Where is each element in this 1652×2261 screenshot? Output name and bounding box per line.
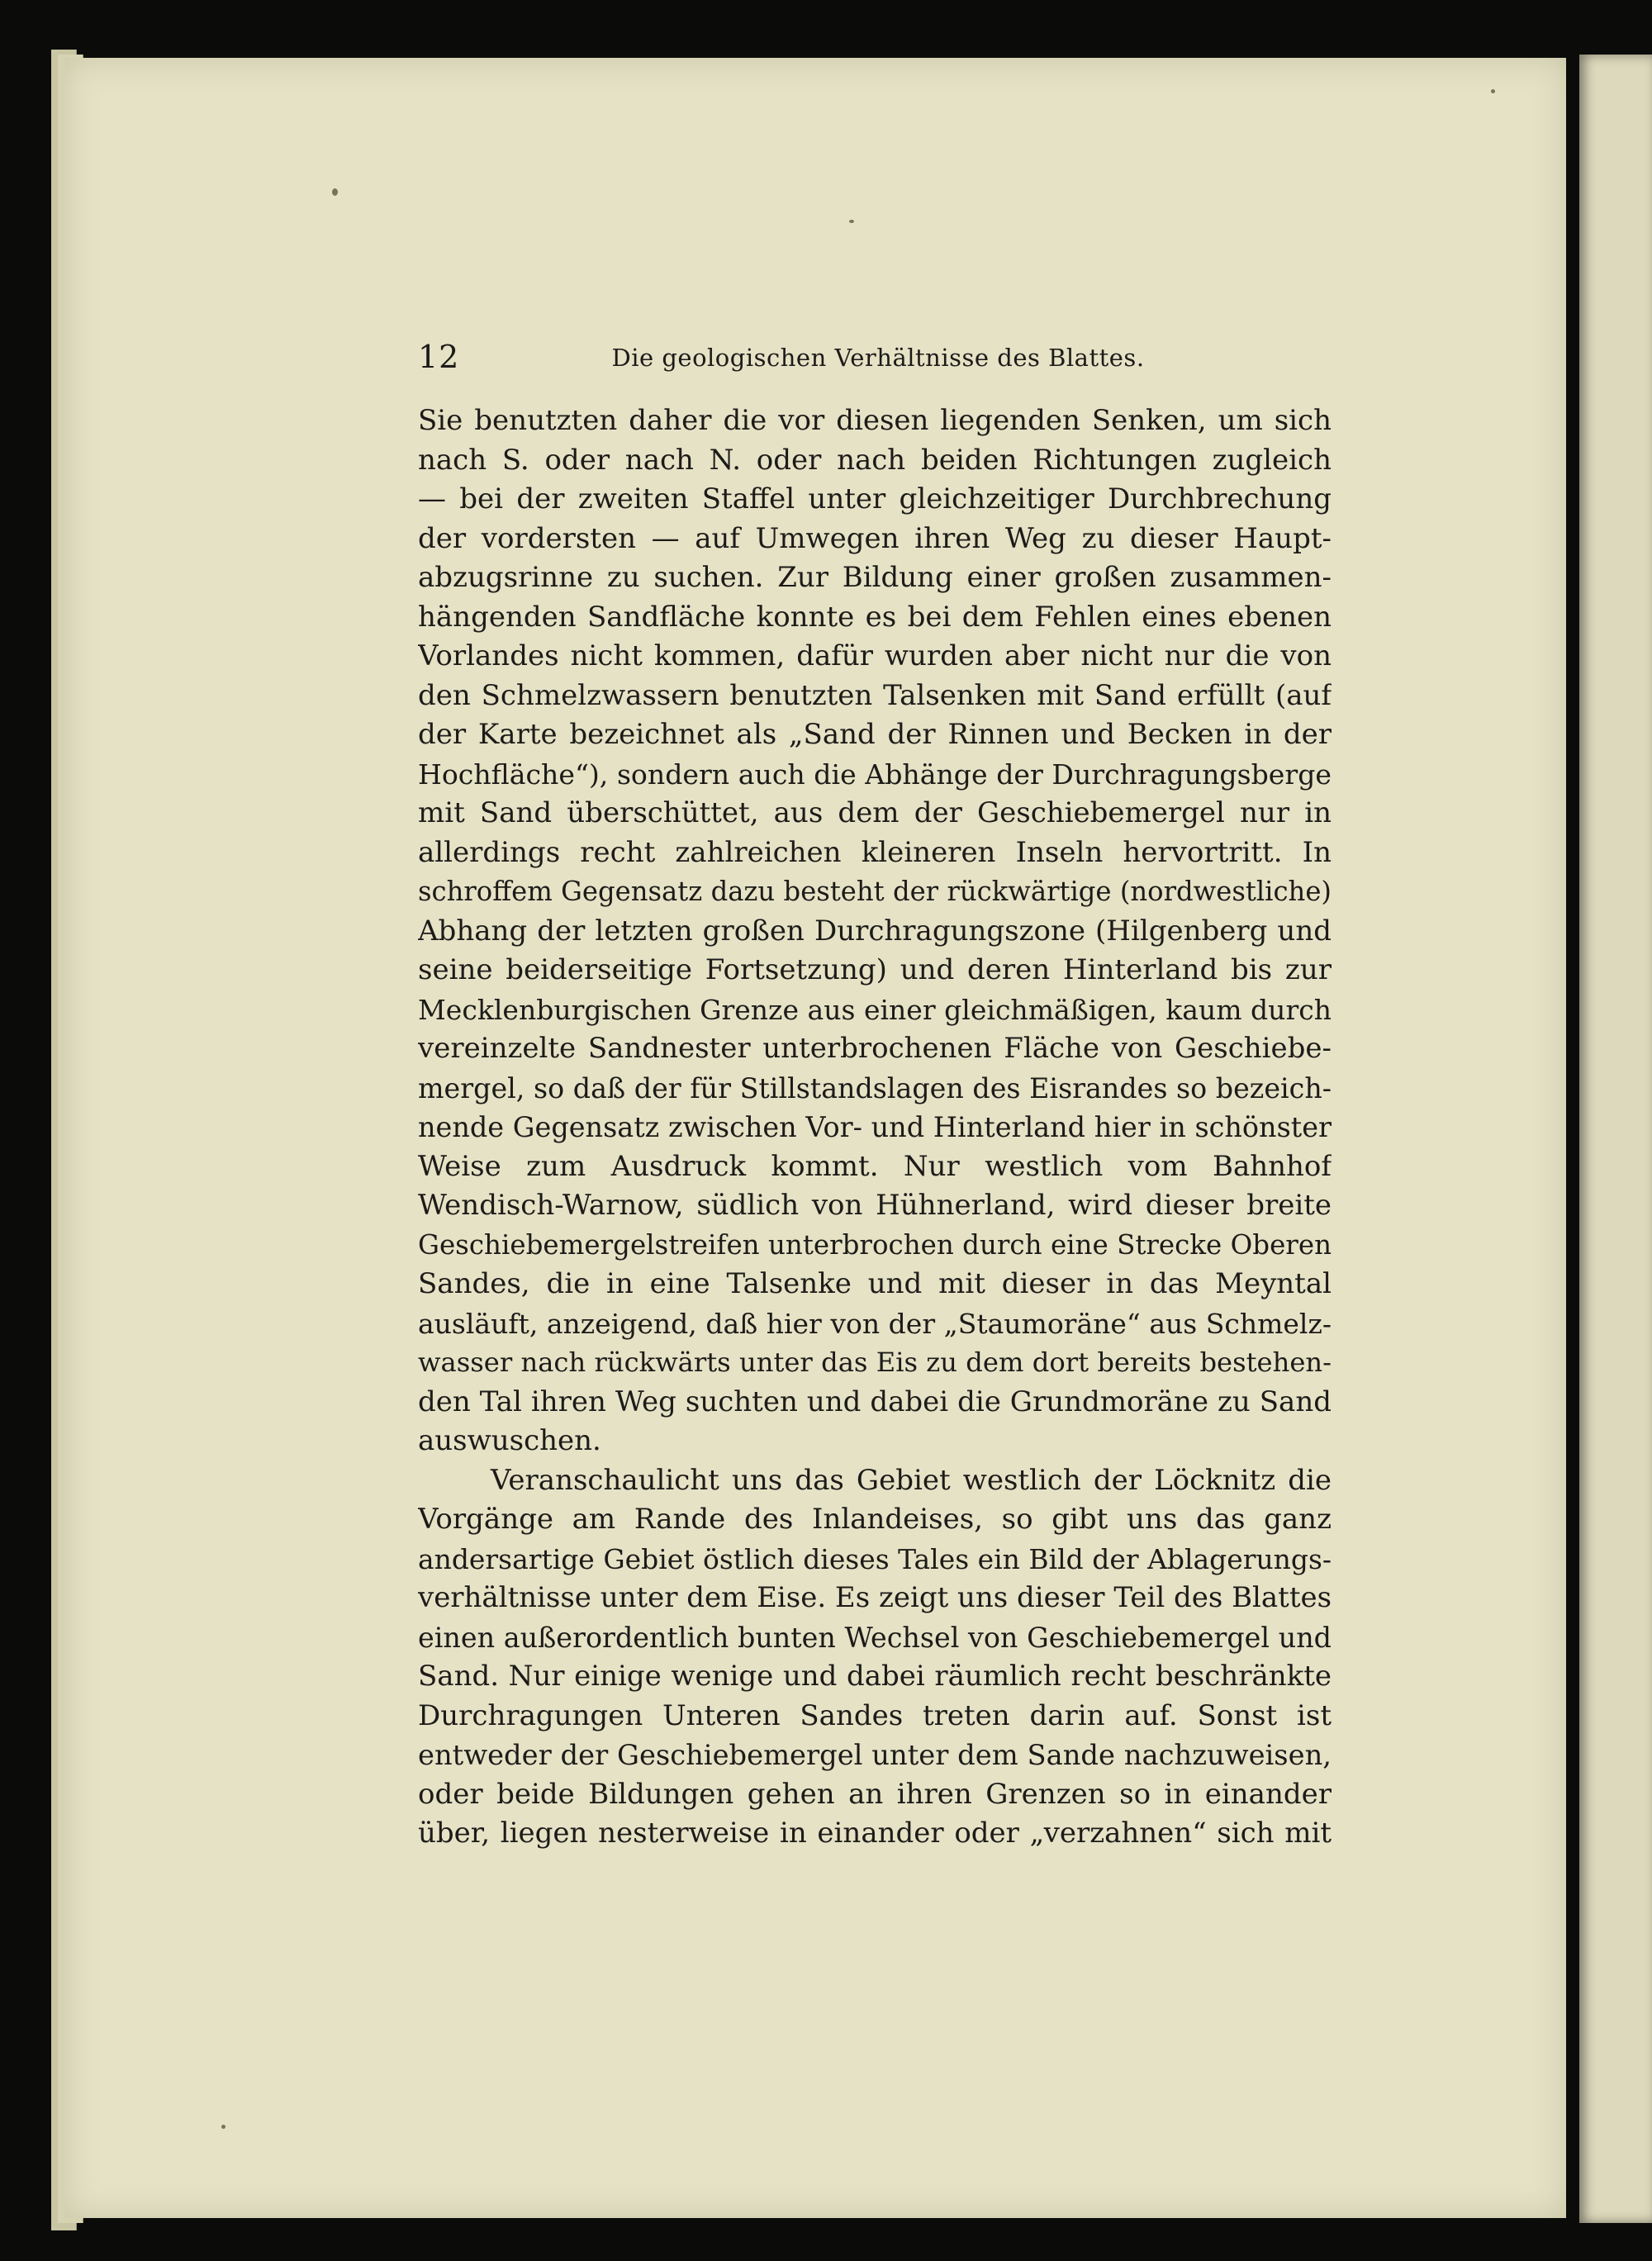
text-line: schroffem Gegensatz dazu besteht der rückwärtige (nordwestliche) xyxy=(418,876,1332,907)
page-number: 12 xyxy=(418,339,460,375)
dust-speck xyxy=(332,188,338,196)
text-line: Sandes, die in eine Talsenke und mit dieser in das Meyntal xyxy=(418,1267,1332,1300)
dust-speck xyxy=(849,220,854,223)
body-text xyxy=(418,401,1332,1854)
text-line: Weise zum Ausdruck kommt. Nur westlich vom Bahnhof xyxy=(418,1149,1332,1183)
text-line: wasser nach rückwärts unter das Eis zu dem dort bereits bestehen- xyxy=(418,1347,1332,1378)
dust-speck xyxy=(221,2125,225,2129)
text-line: abzugsrinne zu suchen. Zur Bildung einer großen zusammen- xyxy=(418,561,1332,594)
running-title: Die geologischen Verhältnisse des Blattes. xyxy=(611,344,1145,372)
text-line: allerdings recht zahlreichen kleineren Inseln hervortritt. In xyxy=(418,835,1332,869)
text-line: den Tal ihren Weg suchten und dabei die Grundmoräne zu Sand xyxy=(418,1385,1332,1418)
text-line: Wendisch-Warnow, südlich von Hühnerland, wird dieser breite xyxy=(418,1189,1332,1222)
text-line: entweder der Geschiebemergel unter dem Sande nachzuweisen, xyxy=(418,1739,1332,1771)
text-line: — bei der zweiten Staffel unter gleichzeitiger Durchbrechung xyxy=(418,482,1332,515)
text-line: hängenden Sandfläche konnte es bei dem Fehlen eines ebenen xyxy=(418,600,1332,634)
text-line: seine beiderseitige Fortsetzung) und deren Hinterland bis zur xyxy=(418,953,1332,986)
text-line: der vordersten — auf Umwegen ihren Weg zu dieser Haupt- xyxy=(418,521,1332,555)
text-line: vereinzelte Sandnester unterbrochenen Fläche von Geschiebe- xyxy=(418,1032,1332,1065)
text-line: verhältnisse unter dem Eise. Es zeigt uns dieser Teil des Blattes xyxy=(418,1581,1332,1614)
text-line: Sand. Nur einige wenige und dabei räumlich recht beschränkte xyxy=(418,1660,1332,1693)
text-line: nach S. oder nach N. oder nach beiden Richtungen zugleich xyxy=(418,443,1332,477)
text-line: Vorgänge am Rande des Inlandeises, so gibt uns das ganz xyxy=(418,1503,1332,1536)
text-line: Geschiebemergelstreifen unterbrochen durch eine Strecke Oberen xyxy=(418,1228,1332,1261)
text-line: auswuschen. xyxy=(418,1424,601,1457)
text-line: mit Sand überschüttet, aus dem der Geschiebemergel nur in xyxy=(418,796,1332,829)
text-line: Sie benutzten daher die vor diesen liegenden Senken, um sich xyxy=(418,404,1332,437)
text-line: über, liegen nesterweise in einander oder „verzahnen“ sich mit xyxy=(418,1817,1332,1850)
text-line: einen außerordentlich bunten Wechsel von Geschiebemergel und xyxy=(418,1621,1332,1654)
text-line: Abhang der letzten großen Durchragungszone (Hilgenberg und xyxy=(418,914,1332,948)
text-line: mergel, so daß der für Stillstandslagen des Eisrandes so bezeich- xyxy=(418,1071,1332,1104)
text-line: den Schmelzwassern benutzten Talsenken mit Sand erfüllt (auf xyxy=(418,678,1332,712)
paragraph xyxy=(418,1461,1332,1854)
text-line: andersartige Gebiet östlich dieses Tales ein Bild der Ablagerungs- xyxy=(418,1542,1332,1575)
running-header xyxy=(418,337,1338,378)
text-line: Durchragungen Unteren Sandes treten darin auf. Sonst ist xyxy=(418,1698,1332,1732)
text-line: Vorlandes nicht kommen, dafür wurden aber nicht nur die von xyxy=(418,639,1332,672)
text-line: Hochfläche“), sondern auch die Abhänge der Durchragungsberge xyxy=(418,758,1332,791)
text-line: ausläuft, anzeigend, daß hier von der „Staumoräne“ aus Schmelz- xyxy=(418,1307,1332,1340)
text-line: nende Gegensatz zwischen Vor- und Hinterland hier in schönster xyxy=(418,1111,1332,1143)
paragraph xyxy=(418,401,1332,1461)
text-line: Veranschaulicht uns das Gebiet westlich der Löcknitz die xyxy=(491,1463,1332,1497)
text-line: Mecklenburgischen Grenze aus einer gleichmäßigen, kaum durch xyxy=(418,993,1332,1026)
text-line: oder beide Bildungen gehen an ihren Grenzen so in einander xyxy=(418,1777,1332,1811)
text-line: der Karte bezeichnet als „Sand der Rinnen und Becken in der xyxy=(418,718,1332,751)
facing-page-edge xyxy=(1579,55,1652,2223)
dust-speck xyxy=(1491,89,1495,93)
